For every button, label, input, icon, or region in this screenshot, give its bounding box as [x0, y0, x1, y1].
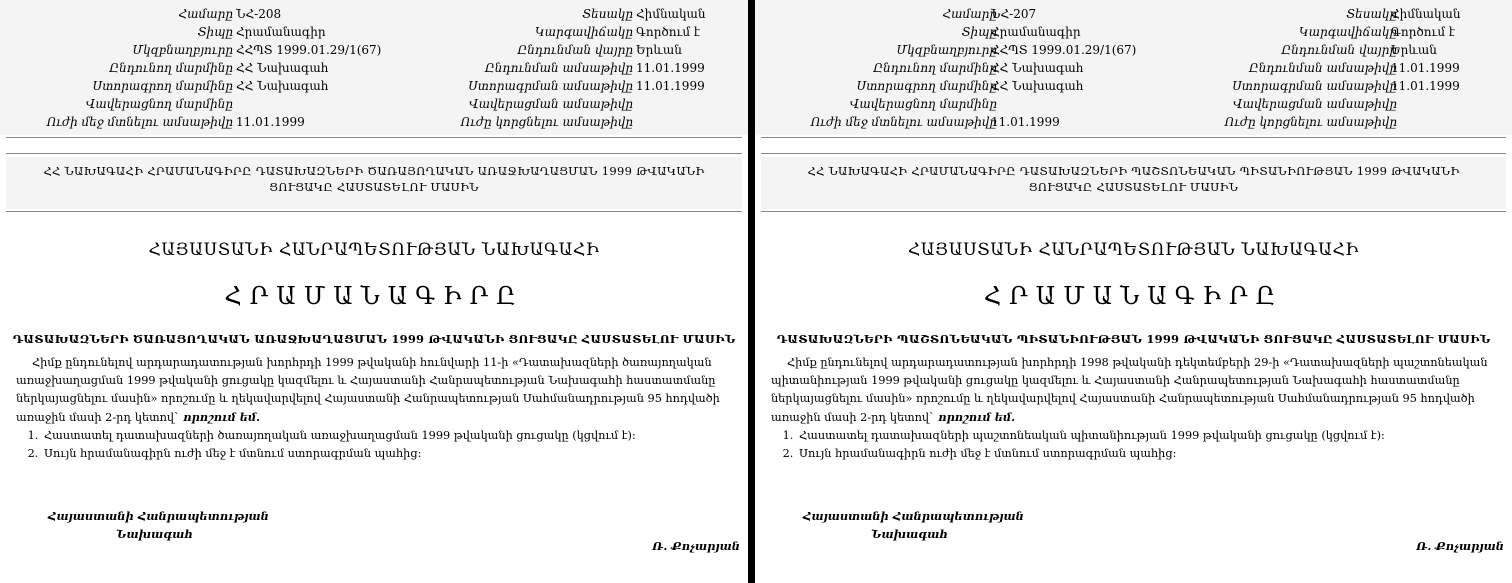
place-label: Ընդունման վայրը — [1281, 43, 1397, 57]
metadata-panel — [0, 0, 748, 135]
effective-value: 11.01.1999 — [236, 115, 305, 129]
decree-item: 2. Սույն հրամանագիրն ուժի մեջ է մտնում ստորագրման պահից: — [42, 445, 736, 463]
number-value: ՆՀ-207 — [991, 7, 1037, 21]
signing-date-value: 11.01.1999 — [1391, 79, 1460, 93]
ratification-date-label: Վավերացման ամսաթիվը — [469, 97, 633, 111]
adopter-label: Ընդունող մարմինը — [109, 61, 233, 75]
number-value: ՆՀ-208 — [236, 7, 282, 21]
adopter-label: Ընդունող մարմինը — [873, 61, 997, 75]
ratifier-label: Վավերացնող մարմինը — [85, 97, 233, 111]
source-label: Մկզբնաղբյուրը — [896, 43, 997, 57]
signer-name: Ռ. Քոչարյան — [652, 539, 740, 553]
ratification-date-label: Վավերացման ամսաթիվը — [1233, 97, 1397, 111]
signer-title — [803, 507, 1024, 543]
source-value: ՀՀՊՏ 1999.01.29/1(67) — [236, 43, 382, 57]
signer-value: ՀՀ Նախագահ — [236, 79, 329, 93]
signer-title-line: Նախագահ — [116, 527, 193, 541]
decree-item: 1. Հաստատել դատախազների ծառայողական առաջխաղացման 1999 թվականի ցուցակը (կցվում է): — [42, 427, 736, 445]
effective-label: Ուժի մեջ մտնելու ամսաթիվը — [810, 115, 997, 129]
document-title-box — [761, 157, 1506, 209]
preamble-text: Հիմք ընդունելով արդարադատության խորհրդի 1999 թվականի հունվարի 11-ի «Դատախազների ծառայողական առաջխաղացման 1999 թվականի ցուցակը կազմելու և Հայաստանի Հանրապետության Նախագահի հաստատմանը ներկայացնելու մասին» որոշումը և ղեկավարվելով Հայաստանի Հանրապետության Սահմանադրության 95 հոդվածի առաջին մասի 2-րդ կետով` — [16, 356, 720, 424]
signing-date-value: 11.01.1999 — [636, 79, 705, 93]
signer-title-line: Նախագահ — [871, 527, 948, 541]
place-label: Ընդունման վայրը — [517, 43, 633, 57]
preamble-paragraph — [16, 354, 736, 427]
adopter-value: ՀՀ Նախագահ — [236, 61, 329, 75]
document-title: ՀՀ ՆԱԽԱԳԱՀԻ ՀՐԱՄԱՆԱԳԻՐԸ ԴԱՏԱԽԱԶՆԵՐԻ ԾԱՌԱՅՈՂԱԿԱՆ ԱՌԱՋԽԱՂԱՑՄԱՆ 1999 ԹՎԱԿԱՆԻ ՑՈՒՑԱԿԸ ՀԱՍՏԱՏԵԼՈՒ ՄԱՍԻՆ — [43, 164, 705, 194]
signer-title-line: Հայաստանի Հանրապետության — [48, 509, 269, 523]
effective-value: 11.01.1999 — [991, 115, 1060, 129]
decide-phrase: որոշում եմ. — [938, 410, 1016, 424]
place-value: Երևան — [636, 43, 682, 57]
divider — [6, 211, 742, 212]
signer-label: Ստորագրող մարմինը — [856, 79, 997, 93]
kind-label: Տեսակը — [1346, 7, 1397, 21]
adoption-date-value: 11.01.1999 — [636, 61, 705, 75]
effective-label: Ուժի մեջ մտնելու ամսաթիվը — [46, 115, 233, 129]
expiry-label: Ուժը կորցնելու ամսաթիվը — [460, 115, 633, 129]
status-value: Գործում է — [636, 25, 701, 39]
type-label: Տիպը — [197, 25, 233, 39]
kind-value: Հիմնական — [636, 7, 706, 21]
type-value: Հրամանագիր — [236, 25, 326, 39]
decree-heading: ՀՐԱՄԱՆԱԳԻՐԸ — [224, 282, 524, 310]
decree-item: 2. Սույն հրամանագիրն ուժի մեջ է մտնում ստորագրման պահից: — [797, 445, 1500, 463]
ratifier-label: Վավերացնող մարմինը — [849, 97, 997, 111]
type-label: Տիպը — [961, 25, 997, 39]
decree-items — [771, 427, 1500, 463]
adoption-date-label: Ընդունման ամսաթիվը — [1249, 61, 1397, 75]
document-title-box — [6, 157, 742, 209]
decide-phrase: որոշում եմ. — [183, 410, 261, 424]
document-body — [16, 354, 736, 463]
signer-title-line: Հայաստանի Հանրապետության — [803, 509, 1024, 523]
decree-item: 1. Հաստատել դատախազների պաշտոնեական պիտանիության 1999 թվականի ցուցակը (կցվում է): — [797, 427, 1500, 445]
source-label: Մկզբնաղբյուրը — [132, 43, 233, 57]
document-body — [771, 354, 1500, 463]
status-label: Կարգավիճակը — [1298, 25, 1397, 39]
signer-label: Ստորագրող մարմինը — [92, 79, 233, 93]
issuer-heading: ՀԱՅԱՍՏԱՆԻ ՀԱՆՐԱՊԵՏՈՒԹՅԱՆ ՆԱԽԱԳԱՀԻ — [148, 240, 600, 260]
divider — [761, 153, 1506, 154]
subject-heading: ԴԱՏԱԽԱԶՆԵՐԻ ՊԱՇՏՈՆԵԱԿԱՆ ՊԻՏԱՆԻՈՒԹՅԱՆ 1999 ԹՎԱԿԱՆԻ ՑՈՒՑԱԿԸ ՀԱՍՏԱՏԵԼՈՒ ՄԱՍԻՆ — [776, 332, 1491, 346]
issuer-heading: ՀԱՅԱՍՏԱՆԻ ՀԱՆՐԱՊԵՏՈՒԹՅԱՆ ՆԱԽԱԳԱՀԻ — [907, 240, 1360, 260]
signer-title — [48, 507, 269, 543]
metadata-panel — [755, 0, 1512, 135]
expiry-label: Ուժը կորցնելու ամսաթիվը — [1224, 115, 1397, 129]
status-value: Գործում է — [1391, 25, 1456, 39]
document-pane-right[interactable] — [755, 0, 1512, 583]
adoption-date-label: Ընդունման ամսաթիվը — [485, 61, 633, 75]
signer-name: Ռ. Քոչարյան — [1416, 539, 1504, 553]
status-label: Կարգավիճակը — [534, 25, 633, 39]
divider — [761, 211, 1506, 212]
number-label: Համարը — [178, 7, 233, 21]
place-value: Երևան — [1391, 43, 1437, 57]
signer-value: ՀՀ Նախագահ — [991, 79, 1084, 93]
document-title: ՀՀ ՆԱԽԱԳԱՀԻ ՀՐԱՄԱՆԱԳԻՐԸ ԴԱՏԱԽԱԶՆԵՐԻ ՊԱՇՏՈՆԵԱԿԱՆ ՊԻՏԱՆԻՈՒԹՅԱՆ 1999 ԹՎԱԿԱՆԻ ՑՈՒՑԱԿԸ ՀԱՍՏԱՏԵԼՈՒ ՄԱՍԻՆ — [807, 164, 1460, 194]
adoption-date-value: 11.01.1999 — [1391, 61, 1460, 75]
document-pane-left[interactable] — [0, 0, 748, 583]
signing-date-label: Ստորագրման ամսաթիվը — [468, 79, 633, 93]
preamble-paragraph — [771, 354, 1500, 427]
preamble-text: Հիմք ընդունելով արդարադատության խորհրդի 1998 թվականի դեկտեմբերի 29-ի «Դատախազների պաշտոնեական պիտանիության 1999 թվականի ցուցակը կազմելու և Հայաստանի Հանրապետության Նախագահի հաստատմանը ներկայացնելու մասին» որոշումը և ղեկավարվելով Հայաստանի Հանրապետության Սահմանադրության 95 հոդվածի առաջին մասի 2-րդ կետով` — [771, 356, 1488, 424]
type-value: Հրամանագիր — [991, 25, 1081, 39]
decree-heading: ՀՐԱՄԱՆԱԳԻՐԸ — [983, 282, 1284, 310]
kind-label: Տեսակը — [582, 7, 633, 21]
subject-heading: ԴԱՏԱԽԱԶՆԵՐԻ ԾԱՌԱՅՈՂԱԿԱՆ ԱՌԱՋԽԱՂԱՑՄԱՆ 1999 ԹՎԱԿԱՆԻ ՑՈՒՑԱԿԸ ՀԱՍՏԱՏԵԼՈՒ ՄԱՍԻՆ — [12, 332, 736, 346]
divider — [6, 137, 742, 138]
signing-date-label: Ստորագրման ամսաթիվը — [1232, 79, 1397, 93]
kind-value: Հիմնական — [1391, 7, 1461, 21]
source-value: ՀՀՊՏ 1999.01.29/1(67) — [991, 43, 1137, 57]
divider — [761, 137, 1506, 138]
adopter-value: ՀՀ Նախագահ — [991, 61, 1084, 75]
divider — [6, 153, 742, 154]
decree-items — [16, 427, 736, 463]
number-label: Համարը — [942, 7, 997, 21]
